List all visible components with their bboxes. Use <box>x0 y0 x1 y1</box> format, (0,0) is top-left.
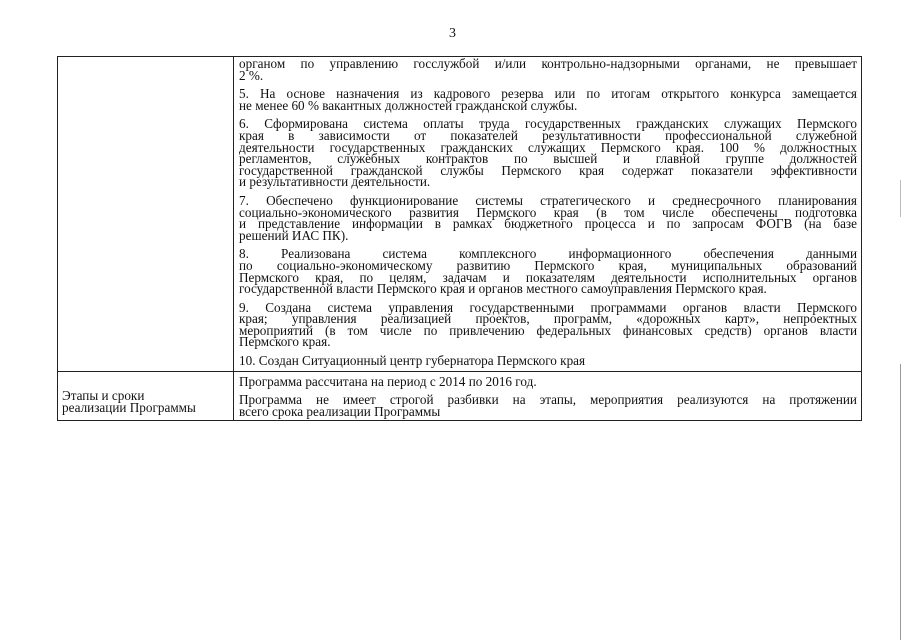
text-line: края; управления реализацией проектов, программ, «дорожных карт», непроектных <box>239 311 857 327</box>
table-row <box>58 57 862 372</box>
text-line: деятельности государственных гражданских служащих Пермского края. 100 % должностных <box>239 139 857 155</box>
label-line: Этапы и сроки <box>62 387 145 403</box>
text-line: решений ИАС ПК). <box>239 227 349 243</box>
stages-text <box>234 373 861 419</box>
text-line: и результативности деятельности. <box>239 174 431 190</box>
text-line: государственной гражданской службы Пермского края содержат показатели эффективности <box>239 162 857 178</box>
text-line: 7. Обеспечено функционирование системы стратегического и среднесрочного планирования <box>239 192 857 208</box>
text-line: Пермского края, по целям, задачам и показателям деятельности исполнительных органов <box>239 269 857 285</box>
paragraph <box>239 118 857 188</box>
text-line: 9. Создана система управления государственными программами органов власти Пермского <box>239 299 857 315</box>
table-row <box>58 371 862 421</box>
paragraph <box>239 394 857 417</box>
text-line: 5. На основе назначения из кадрового резерва или по итогам открытого конкурса замещается <box>239 86 857 102</box>
paragraph <box>239 88 857 111</box>
paragraph <box>239 246 857 297</box>
text-line: края в зависимости от показателей результативности профессиональной служебной <box>239 127 857 143</box>
text-line: 6. Сформирована система оплаты труда государственных гражданских служащих Пермского <box>239 116 857 132</box>
stages-label <box>58 376 233 415</box>
row-label-cell <box>58 57 234 372</box>
paragraph <box>239 373 857 389</box>
text-line: мероприятий (в том числе по привлечению федеральных финансовых средств) органов власти <box>239 322 857 338</box>
text-line: Пермского края. <box>239 334 331 350</box>
text-line: 8. Реализована система комплексного информационного обеспечения данными <box>239 246 857 262</box>
expected-results-list <box>234 57 861 371</box>
text-line: и представление информации в рамках бюджетного процесса и по запросам ФОГВ (на базе <box>239 216 857 232</box>
row-content-cell <box>234 57 862 372</box>
row-content-cell <box>234 371 862 421</box>
text-line: органом по управлению госслужбой и/или контрольно-надзорными органами, не превышает <box>239 56 857 71</box>
text-line: всего срока реализации Программы <box>239 403 441 419</box>
text-line: Программа не имеет строгой разбивки на этапы, мероприятия реализуются на протяжении <box>239 392 857 408</box>
text-line: не менее 60 % вакантных должностей гражданской службы. <box>239 97 578 113</box>
text-line: по социально-экономическому развитию Пермского края, муниципальных образований <box>239 257 857 273</box>
text-line: государственной власти Пермского края и органов местного самоуправления Пермского края. <box>239 281 767 297</box>
paragraph <box>239 58 857 81</box>
row-label-cell <box>58 371 234 421</box>
scan-artifact <box>900 180 901 640</box>
page-number: 3 <box>449 26 456 41</box>
program-passport-table <box>57 56 862 421</box>
paragraph <box>239 299 857 350</box>
label-line: реализации Программы <box>62 400 196 416</box>
paragraph <box>239 192 857 243</box>
text-line: 10. Создан Ситуационный центр губернатора Пермского края <box>239 353 586 369</box>
text-line: социально-экономического развития Пермского края (в том числе обеспечены подготовка <box>239 204 857 220</box>
text-line: Программа рассчитана на период с 2014 по 2016 год. <box>239 373 537 389</box>
text-line: 2 %. <box>239 67 264 83</box>
paragraph <box>239 355 857 367</box>
text-line: регламентов, служебных контрактов по высшей и главной группе должностей <box>239 151 857 167</box>
